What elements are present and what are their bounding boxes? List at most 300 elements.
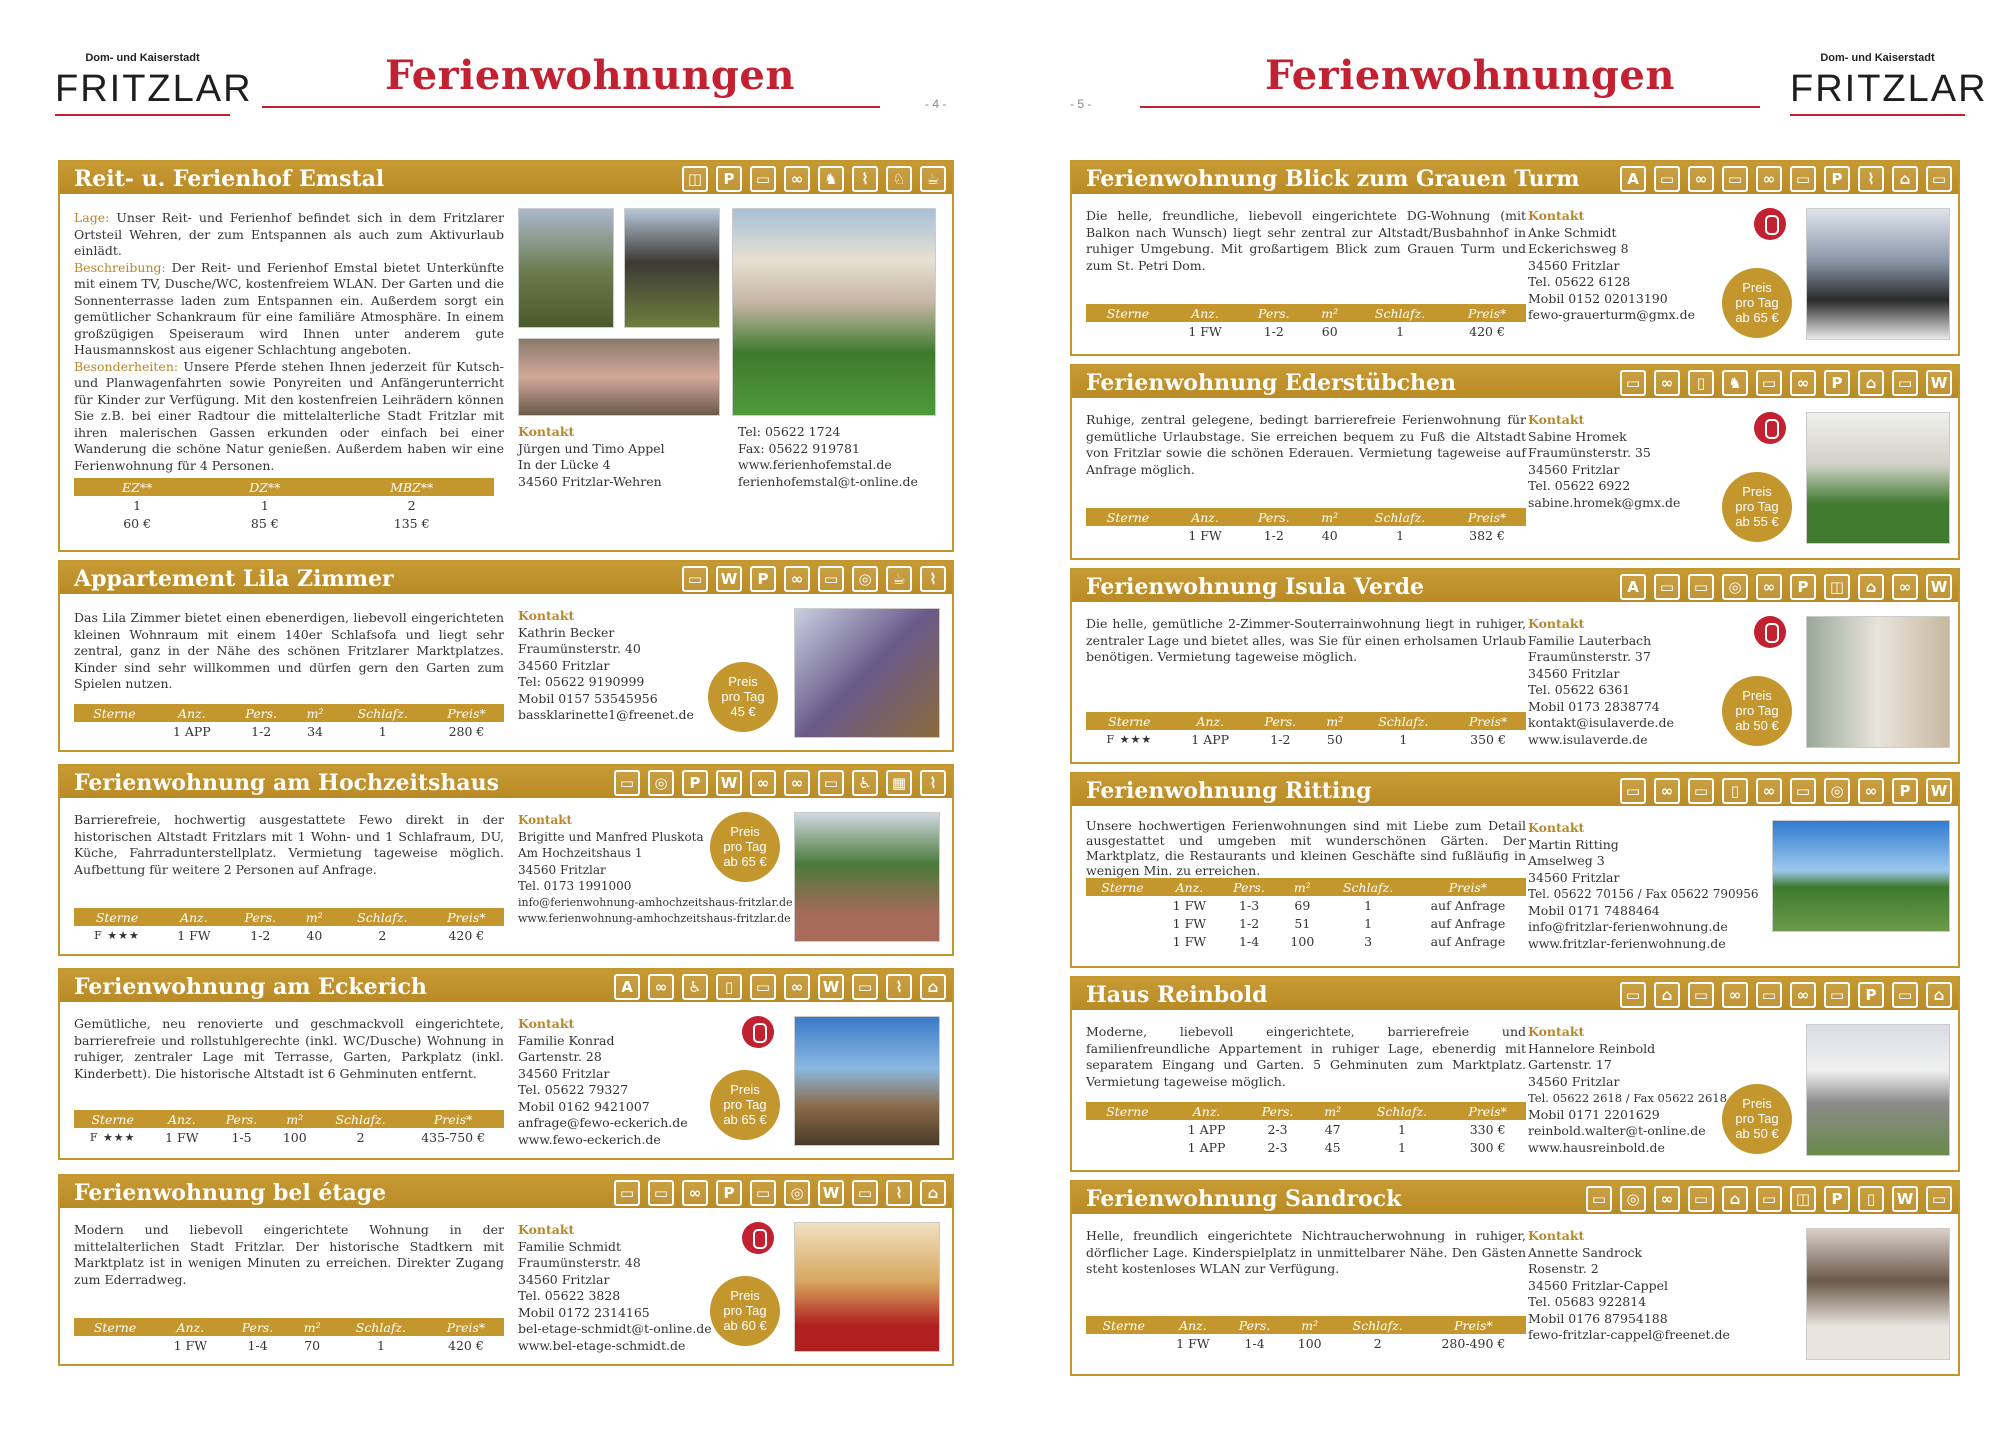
col-header: Pers.	[1248, 712, 1314, 730]
listing-header	[1072, 366, 1958, 400]
photo-living-room	[794, 1222, 940, 1352]
contact-mobile: Mobil 0162 9421007	[518, 1098, 650, 1114]
mouse-icon	[742, 1222, 774, 1254]
amenity-icons	[1620, 778, 1952, 804]
table-row	[1086, 1138, 1526, 1156]
contact-heading: Kontakt	[1528, 1024, 1585, 1039]
wlan-icon: W	[1926, 370, 1952, 396]
amenity-icons	[614, 770, 946, 796]
contact-email[interactable]: reinbold.walter@t-online.de	[1528, 1123, 1706, 1138]
contact-email[interactable]: info@fritzlar-ferienwohnung.de	[1528, 919, 1728, 934]
contact-phone: Tel. 05622 6361	[1528, 682, 1631, 697]
contact-heading: Kontakt	[1528, 208, 1585, 223]
bicycle-icon: ∞	[1722, 982, 1748, 1008]
tv-icon: ◎	[1620, 1186, 1646, 1212]
col-header: EZ**	[74, 478, 200, 496]
cell	[1086, 526, 1170, 544]
contact-phone: Tel. 05622 79327	[518, 1082, 629, 1097]
col-header: Preis*	[429, 704, 504, 722]
parking-icon: P	[1892, 778, 1918, 804]
contact-heading: Kontakt	[1528, 412, 1585, 427]
cell: 330 €	[1469, 1121, 1506, 1137]
listing-isula-verde	[1070, 568, 1960, 764]
price-table	[1086, 508, 1526, 544]
cell: 435-750 €	[421, 1129, 486, 1145]
col-header: m²	[294, 704, 337, 722]
cell: 100	[1297, 1335, 1322, 1351]
cell: 1-4	[1239, 933, 1260, 949]
cell: 2	[356, 1129, 365, 1145]
tv-icon: ◎	[648, 770, 674, 796]
bicycle-icon: ∞	[1756, 778, 1782, 804]
page-title: Ferienwohnungen	[385, 52, 795, 99]
contact-street: Gartenstr. 17	[1528, 1057, 1612, 1072]
col-header: Pers.	[228, 908, 293, 926]
photo-pig	[518, 338, 720, 416]
contact-email[interactable]: fewo-fritzlar-cappel@freenet.de	[1528, 1327, 1730, 1342]
breakfast-icon: ☕	[886, 566, 912, 592]
col-header: Anz.	[1170, 304, 1240, 322]
listing-bel-etage	[58, 1174, 954, 1366]
contact-street: Fraumünsterstr. 40	[518, 641, 641, 656]
cell: 60 €	[123, 515, 152, 531]
cell	[1086, 1334, 1161, 1352]
contact-block	[1528, 412, 1680, 511]
cell: 1-4	[247, 1337, 268, 1353]
mouse-icon	[1754, 208, 1786, 240]
bed-icon: ▭	[1756, 1186, 1782, 1212]
contact-heading: Kontakt	[518, 608, 575, 623]
contact-block-2	[738, 424, 918, 490]
contact-block	[1528, 820, 1759, 952]
cell: 1-3	[1239, 897, 1260, 913]
contact-email[interactable]: bassklarinette1@freenet.de	[518, 707, 694, 722]
contact-email[interactable]: fewo-grauerturm@gmx.de	[1528, 307, 1696, 322]
house-icon: ⌂	[1926, 982, 1952, 1008]
bed-icon: ▭	[1688, 1186, 1714, 1212]
contact-website[interactable]: www.fritzlar-ferienwohnung.de	[1528, 935, 1726, 951]
col-header: Preis*	[1448, 508, 1526, 526]
contact-website[interactable]: www.bel-etage-schmidt.de	[518, 1337, 686, 1353]
cell: 40	[306, 927, 323, 943]
beschreibung-label: Beschreibung:	[74, 259, 166, 275]
bicycle-icon: ∞	[784, 770, 810, 796]
contact-heading: Kontakt	[1528, 1228, 1585, 1243]
price-table	[74, 1318, 504, 1354]
listing-title: Ferienwohnung Isula Verde	[1086, 574, 1424, 600]
listing-header	[60, 562, 952, 596]
contact-street: Amselweg 3	[1528, 853, 1605, 868]
contact-website[interactable]: www.ferienwohnung-amhochzeitshaus-fritzlar.de	[518, 912, 791, 925]
cell: 1 FW	[1172, 915, 1207, 931]
table-row	[1086, 526, 1526, 544]
contact-mobile: Mobil 0176 87954188	[1528, 1310, 1668, 1326]
mouse-icon	[1754, 412, 1786, 444]
cell: 1 APP	[1191, 731, 1230, 747]
col-header: MBZ**	[329, 478, 494, 496]
cell: 1	[1396, 323, 1405, 339]
cell: 1 APP	[1187, 1139, 1226, 1155]
col-header: Preis*	[428, 1318, 504, 1336]
photo-farmhouse	[732, 208, 936, 416]
col-header: Pers.	[229, 704, 294, 722]
cell: 1-2	[1270, 731, 1291, 747]
listing-header	[1072, 774, 1958, 808]
photo-house-entrance	[1806, 1024, 1950, 1156]
col-header: m²	[1307, 304, 1352, 322]
wheelchair-icon: ♿	[682, 974, 708, 1000]
col-header: Preis*	[429, 908, 504, 926]
listing-ritting	[1070, 772, 1960, 968]
table-row	[1086, 730, 1526, 748]
table-row	[1086, 896, 1526, 914]
cell: 300 €	[1469, 1139, 1506, 1155]
col-header: Preis*	[1448, 304, 1526, 322]
bed-icon: ▭	[1790, 166, 1816, 192]
badge-line: pro Tag	[1735, 295, 1779, 310]
bed-icon: ▭	[1688, 574, 1714, 600]
contact-street: Rosenstr. 2	[1528, 1261, 1599, 1276]
bicycle-icon: ∞	[1858, 778, 1884, 804]
cell: F ★★★	[89, 1130, 136, 1144]
fridge-icon: ▯	[716, 974, 742, 1000]
cell: 1 FW	[1176, 1335, 1210, 1351]
bicycle-icon: ∞	[750, 770, 776, 796]
bed-icon: ▭	[614, 770, 640, 796]
house-icon: ⌂	[920, 974, 946, 1000]
contact-heading: Kontakt	[518, 1222, 575, 1237]
price-badge	[1722, 1084, 1792, 1154]
col-header: Pers.	[1220, 878, 1278, 896]
bed-icon: ▭	[750, 974, 776, 1000]
cell	[1086, 932, 1159, 950]
bicycle-icon: ∞	[784, 566, 810, 592]
contact-website[interactable]: www.ferienhofemstal.de	[738, 457, 892, 472]
price-badge	[710, 812, 780, 882]
amenity-icons	[1620, 982, 1952, 1008]
cell: 34	[307, 723, 323, 739]
cell: 47	[1324, 1121, 1341, 1137]
listing-title: Reit- u. Ferienhof Emstal	[74, 166, 385, 192]
logo-underline	[1790, 114, 1965, 116]
contact-city: 34560 Fritzlar	[518, 657, 610, 673]
badge-line: pro Tag	[723, 1097, 767, 1112]
price-table	[1086, 1316, 1526, 1352]
listing-title: Ferienwohnung bel étage	[74, 1180, 387, 1206]
contact-city: 34560 Fritzlar	[1528, 665, 1620, 681]
cell: 1-4	[1244, 1335, 1265, 1351]
bed-icon: ▭	[1620, 370, 1646, 396]
wlan-icon: W	[818, 974, 844, 1000]
contact-city: 34560 Fritzlar	[1528, 1073, 1620, 1089]
bicycle-icon: ∞	[682, 1180, 708, 1206]
breakfast-icon: ☕	[920, 166, 946, 192]
photo-living-room	[1806, 208, 1950, 340]
contact-name: Jürgen und Timo Appel	[518, 440, 665, 456]
contact-city: 34560 Fritzlar-Cappel	[1528, 1277, 1669, 1293]
bed-icon: ▭	[1620, 982, 1646, 1008]
listing-description: Gemütliche, neu renovierte und geschmackvoll eingerichtete, barrierefreie und rollstuhlgerechte (inkl. WC/Dusche) Wohnung in ruhiger, zentraler Lage mit Terrasse, Garten, Parkplatz (inkl. Kinderbett). Die historische Altstadt ist 6 Gehminuten entfernt.	[74, 1016, 504, 1081]
cell: auf Anfrage	[1430, 915, 1506, 931]
contact-street: Gartenstr. 28	[518, 1049, 602, 1064]
price-table	[1086, 878, 1526, 950]
contact-city: 34560 Fritzlar-Wehren	[518, 473, 662, 489]
col-header: Anz.	[1169, 1102, 1245, 1120]
contact-city: 34560 Fritzlar	[1528, 869, 1620, 885]
cell: 1	[133, 497, 142, 513]
photo-living-room-stove	[1806, 1228, 1950, 1360]
contact-name: Brigitte und Manfred Pluskota	[518, 829, 704, 844]
cell: 51	[1294, 915, 1311, 931]
contact-phone: Tel. 05622 3828	[518, 1288, 621, 1303]
table-row	[1086, 914, 1526, 932]
contact-heading: Kontakt	[518, 424, 575, 439]
contact-email[interactable]: anfrage@fewo-eckerich.de	[518, 1115, 688, 1130]
col-header: Schlafz.	[1357, 712, 1451, 730]
fritzlar-logo	[55, 52, 253, 118]
contact-block	[518, 424, 665, 490]
bed-icon: ▭	[648, 1180, 674, 1206]
listing-header	[60, 162, 952, 196]
col-header: Schlafz.	[1355, 1102, 1450, 1120]
besonderheiten-text: Unsere Pferde stehen Ihnen jederzeit für Kutsch- und Planwagenfahrten sowie Ponyreiten und Anfängerunterricht für Kinder zur Verfügung. Mit den kostenfreien Leihrädern können Sie z.B. bei einer Radtour die mittelalterliche Stadt Fritzlar mit ihren malerischen Gassen erkunden oder einfach bei einer Wanderung die schöne Natur genießen. Außerdem haben wir eine Ferienwohnung für 4 Personen.	[74, 358, 504, 473]
contact-email[interactable]: info@ferienwohnung-amhochzeitshaus-fritzlar.de	[518, 895, 793, 909]
amenity-icons	[1586, 1186, 1952, 1212]
contact-street: Fraumünsterstr. 37	[1528, 649, 1651, 664]
col-header: Sterne	[74, 704, 155, 722]
bed-icon: ▭	[750, 1180, 776, 1206]
price-table	[74, 704, 504, 740]
beschreibung-text: Der Reit- und Ferienhof Emstal bietet Unterkünfte mit einem TV, Dusche/WC, kostenfreiem WLAN. Der Garten und die Sonnenterrasse laden zum Entspannen ein. Außerdem sorgt ein gemütlicher Schankraum für eine familiäre Atmosphäre. In einem großzügigen Speiseraum wird Ihnen unter anderem gute Hausmannskost aus eigener Schlachtung angeboten.	[74, 259, 504, 357]
cell: 1 FW	[1172, 897, 1207, 913]
bed-icon: ▭	[750, 166, 776, 192]
price-table	[1086, 1102, 1526, 1156]
contact-website[interactable]: www.hausreinbold.de	[1528, 1139, 1665, 1155]
contact-name: Kathrin Becker	[518, 624, 615, 640]
col-header: Sterne	[1086, 712, 1173, 730]
col-header: Preis*	[1421, 1316, 1526, 1334]
contact-email[interactable]: sabine.hromek@gmx.de	[1528, 494, 1681, 510]
contact-phone: Tel. 0173 1991000	[518, 879, 632, 893]
title-rule	[262, 106, 880, 108]
contact-street: Fraumünsterstr. 35	[1528, 445, 1651, 460]
house-icon: ⌂	[1654, 982, 1680, 1008]
mouse-icon	[1754, 616, 1786, 648]
contact-block	[518, 608, 694, 724]
wlan-icon: W	[1926, 574, 1952, 600]
cell	[1086, 1138, 1169, 1156]
contact-website[interactable]: www.fewo-eckerich.de	[518, 1131, 661, 1147]
table-row	[74, 1128, 504, 1146]
table-row	[1086, 1120, 1526, 1138]
photo-apartment	[794, 608, 940, 738]
cell	[1086, 914, 1159, 932]
col-header: Anz.	[155, 704, 229, 722]
amenity-icons	[1620, 166, 1952, 192]
photo-garden-house	[1772, 820, 1950, 932]
contact-mobile: Mobil 0171 7488464	[1528, 902, 1660, 918]
fridge-icon: ▯	[1688, 370, 1714, 396]
badge-line: ab 50 €	[1735, 1126, 1779, 1141]
wlan-icon: W	[1892, 1186, 1918, 1212]
cell: 1	[1364, 897, 1373, 913]
cell: 85 €	[250, 515, 279, 531]
contact-phone: Tel. 05683 922814	[1528, 1294, 1647, 1309]
cell: auf Anfrage	[1430, 933, 1506, 949]
badge-line: ab 65 €	[723, 1112, 767, 1127]
bed-icon: ▭	[614, 1180, 640, 1206]
cell: 280-490 €	[1441, 1335, 1506, 1351]
cell: 1 FW	[173, 1337, 208, 1353]
listing-title: Ferienwohnung Ederstübchen	[1086, 370, 1457, 396]
listing-haus-reinbold	[1070, 976, 1960, 1172]
listing-hochzeitshaus	[58, 764, 954, 956]
fridge-icon: ▯	[1858, 1186, 1884, 1212]
fridge-icon: ▯	[1722, 778, 1748, 804]
right-page	[1000, 0, 2000, 1433]
listing-eckerich	[58, 968, 954, 1160]
contact-mobile: Mobil 0173 2838774	[1528, 698, 1660, 714]
parking-icon: P	[750, 566, 776, 592]
col-header: Pers.	[1244, 1102, 1310, 1120]
col-header: Schlafz.	[337, 704, 430, 722]
wlan-icon: W	[716, 566, 742, 592]
sunbed-icon: ⌇	[920, 566, 946, 592]
col-header: Sterne	[74, 1318, 156, 1336]
listing-header	[1072, 162, 1958, 196]
col-header: Sterne	[74, 908, 160, 926]
contact-heading: Kontakt	[1528, 820, 1585, 835]
col-header: Sterne	[1086, 1102, 1169, 1120]
price-badge	[1722, 268, 1792, 338]
photo-horses-riding	[518, 208, 614, 328]
amenity-icons	[614, 1180, 946, 1206]
wlan-icon: W	[818, 1180, 844, 1206]
col-header: Schlafz.	[1352, 508, 1448, 526]
contact-block	[518, 1016, 688, 1148]
col-header: Anz.	[1173, 712, 1248, 730]
badge-line: Preis	[730, 824, 760, 839]
sunbed-icon: ⌇	[1858, 166, 1884, 192]
sunbed-icon: ⌇	[852, 166, 878, 192]
cell: 100	[1290, 933, 1315, 949]
cell: 1	[378, 723, 387, 739]
badge-line: pro Tag	[721, 689, 765, 704]
bed-icon: ▭	[1824, 982, 1850, 1008]
listing-description: Moderne, liebevoll eingerichtete, barrierefreie und familienfreundliche Appartement in ruhiger Lage, ebenerdig mit separatem Eingang und Garten. 5 Gehminuten zum Marktplatz. Vermietung tageweise möglich.	[1086, 1024, 1526, 1089]
cell: 1	[1364, 915, 1373, 931]
cell	[74, 1336, 156, 1354]
bed-icon: ▭	[682, 566, 708, 592]
badge-line: pro Tag	[1735, 703, 1779, 718]
contact-city: 34560 Fritzlar	[1528, 257, 1620, 273]
photo-eckerich-house	[794, 1016, 940, 1146]
contact-website[interactable]: www.isulaverde.de	[1528, 731, 1648, 747]
badge-line: 45 €	[730, 704, 756, 719]
listing-description	[74, 210, 504, 474]
price-badge	[708, 662, 778, 732]
parking-icon: P	[1824, 370, 1850, 396]
contact-email[interactable]: ferienhofemstal@t-online.de	[738, 473, 918, 489]
cell: 1 APP	[1187, 1121, 1226, 1137]
bathtub-icon: ◫	[1824, 574, 1850, 600]
contact-email[interactable]: kontakt@isulaverde.de	[1528, 715, 1674, 730]
house-icon: ⌂	[920, 1180, 946, 1206]
contact-phone: Tel: 05622 1724	[738, 424, 841, 439]
col-header: Preis*	[1449, 1102, 1526, 1120]
price-table	[74, 478, 494, 532]
wheelchair-icon: ♿	[852, 770, 878, 796]
col-header: Preis*	[1450, 712, 1526, 730]
a-icon: A	[614, 974, 640, 1000]
bicycle-icon: ∞	[1790, 982, 1816, 1008]
cell: 1	[1396, 527, 1405, 543]
listing-title: Ferienwohnung Sandrock	[1086, 1186, 1402, 1212]
badge-line: pro Tag	[723, 1303, 767, 1318]
cell: 280 €	[448, 723, 485, 739]
bed-icon: ▭	[1926, 1186, 1952, 1212]
badge-line: ab 55 €	[1735, 514, 1779, 529]
kitchen-icon: ▦	[886, 770, 912, 796]
listing-header	[1072, 1182, 1958, 1216]
listing-description: Die helle, freundliche, liebevoll eingerichtete DG-Wohnung (mit Balkon nach Wunsch) liegt sehr zentral zur Altstadt/Busbahnhof in ruhiger Umgebung. Mit großartigem Blick zum Grauen Turm und zum St. Petri Dom.	[1086, 208, 1526, 273]
price-table	[74, 908, 504, 944]
bicycle-icon: ∞	[1790, 370, 1816, 396]
badge-line: Preis	[1742, 1096, 1772, 1111]
cell: 2	[378, 927, 387, 943]
cell	[1086, 1120, 1169, 1138]
listing-header	[60, 766, 952, 800]
contact-block	[1528, 1024, 1727, 1156]
col-header: Schlafz.	[1326, 878, 1409, 896]
col-header: Sterne	[1086, 878, 1159, 896]
contact-heading: Kontakt	[518, 1016, 575, 1031]
page-title: Ferienwohnungen	[1265, 52, 1675, 99]
col-header: Anz.	[156, 1318, 225, 1336]
bed-icon: ▭	[1654, 574, 1680, 600]
contact-email[interactable]: bel-etage-schmidt@t-online.de	[518, 1321, 712, 1336]
listing-title: Haus Reinbold	[1086, 982, 1268, 1008]
col-header: Sterne	[1086, 304, 1170, 322]
col-header: m²	[293, 908, 336, 926]
contact-name: Martin Ritting	[1528, 836, 1619, 852]
amenity-icons	[614, 974, 946, 1000]
table-row	[74, 926, 504, 944]
listing-title: Ferienwohnung Ritting	[1086, 778, 1372, 804]
tv-icon: ◎	[784, 1180, 810, 1206]
price-badge	[1722, 472, 1792, 542]
listing-description: Barrierefreie, hochwertig ausgestattete Fewo direkt in der historischen Altstadt Fritzlars mit 1 Wohn- und 1 Schlafraum, DU, Küche, Fahrradunterstellplatz. Vermietung tageweise möglich. Aufbettung für weitere 2 Personen auf Anfrage.	[74, 812, 504, 877]
cell: 1-2	[251, 723, 272, 739]
col-header: Schlafz.	[319, 1110, 402, 1128]
listing-title: Ferienwohnung Blick zum Grauen Turm	[1086, 166, 1580, 192]
table-row	[1086, 1334, 1526, 1352]
col-header: Anz.	[160, 908, 228, 926]
col-header: Anz.	[151, 1110, 212, 1128]
cell	[1086, 896, 1159, 914]
col-header: Pers.	[1240, 508, 1307, 526]
contact-mobile: Mobil 0172 2314165	[518, 1304, 650, 1320]
bicycle-icon: ∞	[784, 166, 810, 192]
contact-mobile: Mobil 0157 53545956	[518, 690, 658, 706]
cell: 420 €	[448, 1337, 484, 1353]
contact-name: Anke Schmidt	[1528, 224, 1617, 240]
cell: 1 FW	[1188, 527, 1222, 543]
col-header: m²	[1307, 508, 1352, 526]
amenity-icons	[1620, 370, 1952, 396]
cell: 2	[407, 497, 416, 513]
horse-icon: ♘	[886, 166, 912, 192]
